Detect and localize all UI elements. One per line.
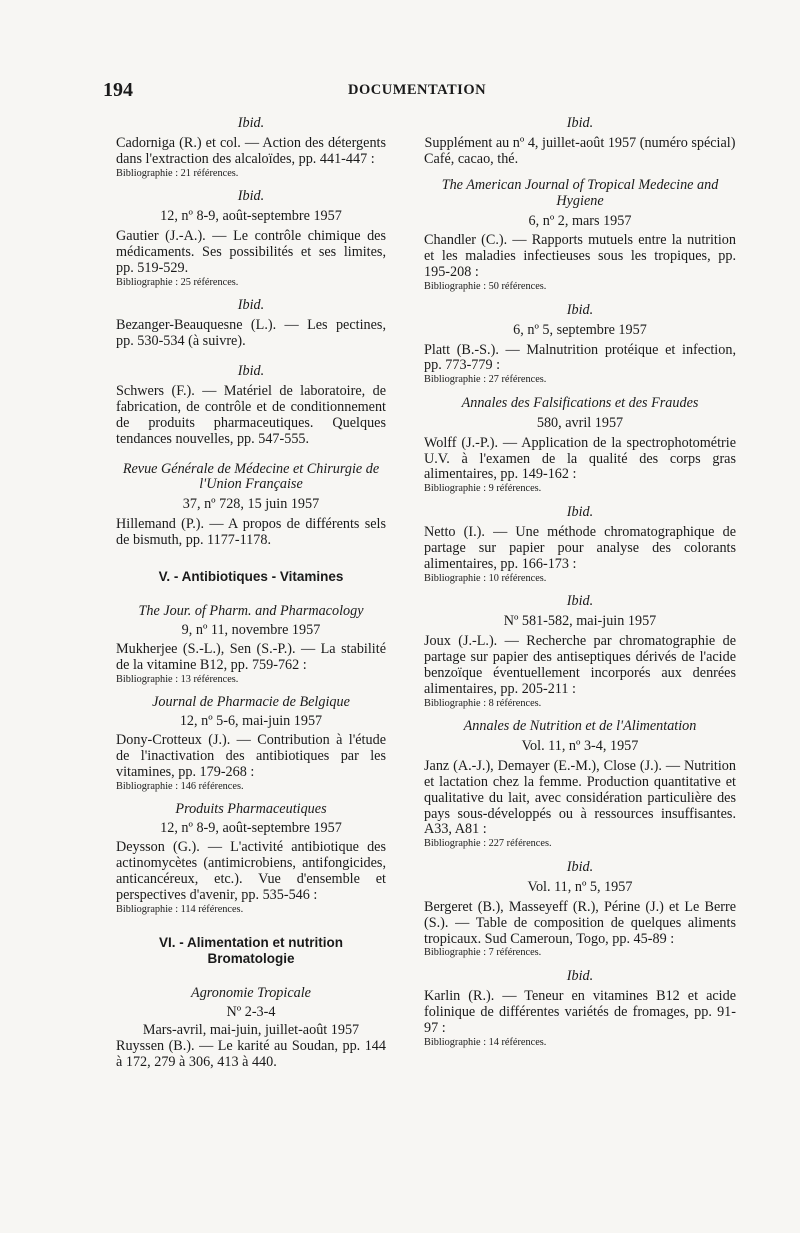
journal-title: Ibid. xyxy=(566,593,594,610)
reference-entry: Karlin (R.). — Teneur en vitamines B12 et acide folinique de différentes variétés de fromages, pp. 91-97 : xyxy=(424,987,736,1036)
journal-title: Agronomie Tropicale xyxy=(191,984,311,1001)
bibliography-count: Bibliographie : 21 références. xyxy=(116,167,239,179)
journal-title: Annales des Falsifications et des Fraudes xyxy=(461,394,699,411)
issue-line: 12, nº 8-9, août-septembre 1957 xyxy=(160,208,342,225)
journal-title: Journal de Pharmacie de Belgique xyxy=(152,694,350,711)
journal-title: Ibid. xyxy=(566,115,594,131)
bibliography-count: Bibliographie : 27 références. xyxy=(424,374,547,386)
reference-entry: Wolff (J.-P.). — Application de la spectrophotométrie U.V. à l'examen de la qualité des corps gras alimentaires, pp. 149-162 : xyxy=(424,434,736,483)
reference-entry: Dony-Crotteux (J.). — Contribution à l'étude de l'inactivation des antibiotiques par les vitamines, pp. 179-268 : xyxy=(116,732,386,780)
issue-line: 37, nº 728, 15 juin 1957 xyxy=(182,496,320,513)
section-heading: V. - Antibiotiques - Vitamines xyxy=(158,569,344,585)
right-column xyxy=(424,116,736,1048)
reference-entry: Chandler (C.). — Rapports mutuels entre la nutrition et les maladies infectieuses sous les tropiques, pp. 195-208 : xyxy=(424,232,736,281)
reference-entry: Netto (I.). — Une méthode chromatographique de partage sur papier pour analyse des colorants alimentaires, pp. 166-173 : xyxy=(424,523,736,572)
bibliography-count: Bibliographie : 13 références. xyxy=(116,673,239,685)
journal-title: Revue Générale de Médecine et Chirurgie de l'Union Française xyxy=(122,460,380,493)
issue-line: Nº 581-582, mai-juin 1957 xyxy=(503,612,657,629)
issue-line: 12, nº 8-9, août-septembre 1957 xyxy=(160,820,342,837)
journal-title: Annales de Nutrition et de l'Alimentation xyxy=(463,718,697,735)
issue-line: Vol. 11, nº 5, 1957 xyxy=(527,878,633,895)
journal-title: Produits Pharmaceutiques xyxy=(175,801,327,818)
reference-entry: Cadorniga (R.) et col. — Action des détergents dans l'extraction des alcaloïdes, pp. 441-447 : xyxy=(116,134,386,167)
journal-title: Ibid. xyxy=(237,115,265,131)
bibliography-count: Bibliographie : 146 références. xyxy=(116,780,244,792)
bibliography-count: Bibliographie : 50 références. xyxy=(424,281,547,293)
reference-entry: Deysson (G.). — L'activité antibiotique des actinomycètes (antimicrobiens, antifongicides, anticancéreux, etc.). Vue d'ensemble et perspectives d'avenir, pp. 535-546 : xyxy=(116,839,386,903)
issue-line: Nº 2-3-4 xyxy=(226,1003,276,1020)
page-number: 194 xyxy=(103,79,133,101)
journal-title: Ibid. xyxy=(566,858,594,875)
section-heading: VI. - Alimentation et nutrition xyxy=(159,935,343,951)
bibliography-count: Bibliographie : 14 références. xyxy=(424,1036,547,1048)
journal-title: Ibid. xyxy=(237,297,265,314)
journal-title: Ibid. xyxy=(566,967,594,984)
issue-line: 6, nº 5, septembre 1957 xyxy=(513,321,647,338)
reference-entry: Gautier (J.-A.). — Le contrôle chimique des médicaments. Ses possibilités et ses limites, pp. 519-529. xyxy=(116,228,386,276)
issue-line: 580, avril 1957 xyxy=(536,414,624,431)
journal-title: Ibid. xyxy=(237,363,265,380)
journal-title: The Jour. of Pharm. and Pharmacology xyxy=(138,603,364,620)
bibliography-count: Bibliographie : 25 références. xyxy=(116,276,239,288)
bibliography-count: Bibliographie : 114 références. xyxy=(116,903,244,915)
issue-line: Vol. 11, nº 3-4, 1957 xyxy=(521,737,639,754)
reference-entry: Supplément au nº 4, juillet-août 1957 (numéro spécial) xyxy=(424,134,736,151)
bibliography-count: Bibliographie : 7 références. xyxy=(424,947,542,959)
reference-entry: Platt (B.-S.). — Malnutrition protéique et infection, pp. 773-779 : xyxy=(424,341,736,374)
reference-entry: Mukherjee (S.-L.), Sen (S.-P.). — La stabilité de la vitamine B12, pp. 759-762 : xyxy=(116,641,386,673)
reference-entry: Bergeret (B.), Masseyeff (R.), Périne (J.) et Le Berre (S.). — Table de composition de quelques aliments tropicaux. Sud Cameroun, Togo, pp. 45-89 : xyxy=(424,898,736,947)
reference-entry: Ruyssen (B.). — Le karité au Soudan, pp. 144 à 172, 279 à 306, 413 à 440. xyxy=(116,1038,386,1071)
journal-title: Ibid. xyxy=(237,188,265,205)
journal-title: The American Journal of Tropical Medecine and Hygiene xyxy=(441,176,719,209)
issue-line: 9, nº 11, novembre 1957 xyxy=(181,622,321,639)
issue-line: Mars-avril, mai-juin, juillet-août 1957 xyxy=(142,1022,360,1039)
reference-entry: Janz (A.-J.), Demayer (E.-M.), Close (J.). — Nutrition et lactation chez la femme. Production quantitative et qualitative du lait, avec considération particulière des pays sous-développés ou à ressources insuffisantes. A33, A81 : xyxy=(424,757,736,838)
reference-entry: Hillemand (P.). — A propos de différents sels de bismuth, pp. 1177-1178. xyxy=(116,516,386,549)
journal-title: Ibid. xyxy=(566,301,594,318)
issue-line: 12, nº 5-6, mai-juin 1957 xyxy=(179,713,323,730)
bibliography-count: Bibliographie : 8 références. xyxy=(424,697,542,709)
reference-entry: Bezanger-Beauquesne (L.). — Les pectines, pp. 530-534 (à suivre). xyxy=(116,317,386,350)
bibliography-count: Bibliographie : 9 références. xyxy=(424,483,542,495)
section-heading: Bromatologie xyxy=(207,950,295,966)
reference-entry: Café, cacao, thé. xyxy=(424,150,519,167)
bibliography-count: Bibliographie : 10 références. xyxy=(424,572,547,584)
reference-entry: Schwers (F.). — Matériel de laboratoire, de fabrication, de contrôle et de conditionnement de produits pharmaceutiques. Quelques tendances nouvelles, pp. 547-555. xyxy=(116,382,386,447)
left-column xyxy=(116,116,386,1071)
reference-entry: Joux (J.-L.). — Recherche par chromatographie de partage sur papier des antiseptiques dérivés de l'acide benzoïque éventuellement incorporés aux denrées alimentaires, pp. 205-211 : xyxy=(424,632,736,697)
issue-line: 6, nº 2, mars 1957 xyxy=(528,212,632,229)
journal-title: Ibid. xyxy=(566,503,594,520)
bibliography-count: Bibliographie : 227 références. xyxy=(424,838,552,850)
running-header: DOCUMENTATION xyxy=(348,82,487,98)
